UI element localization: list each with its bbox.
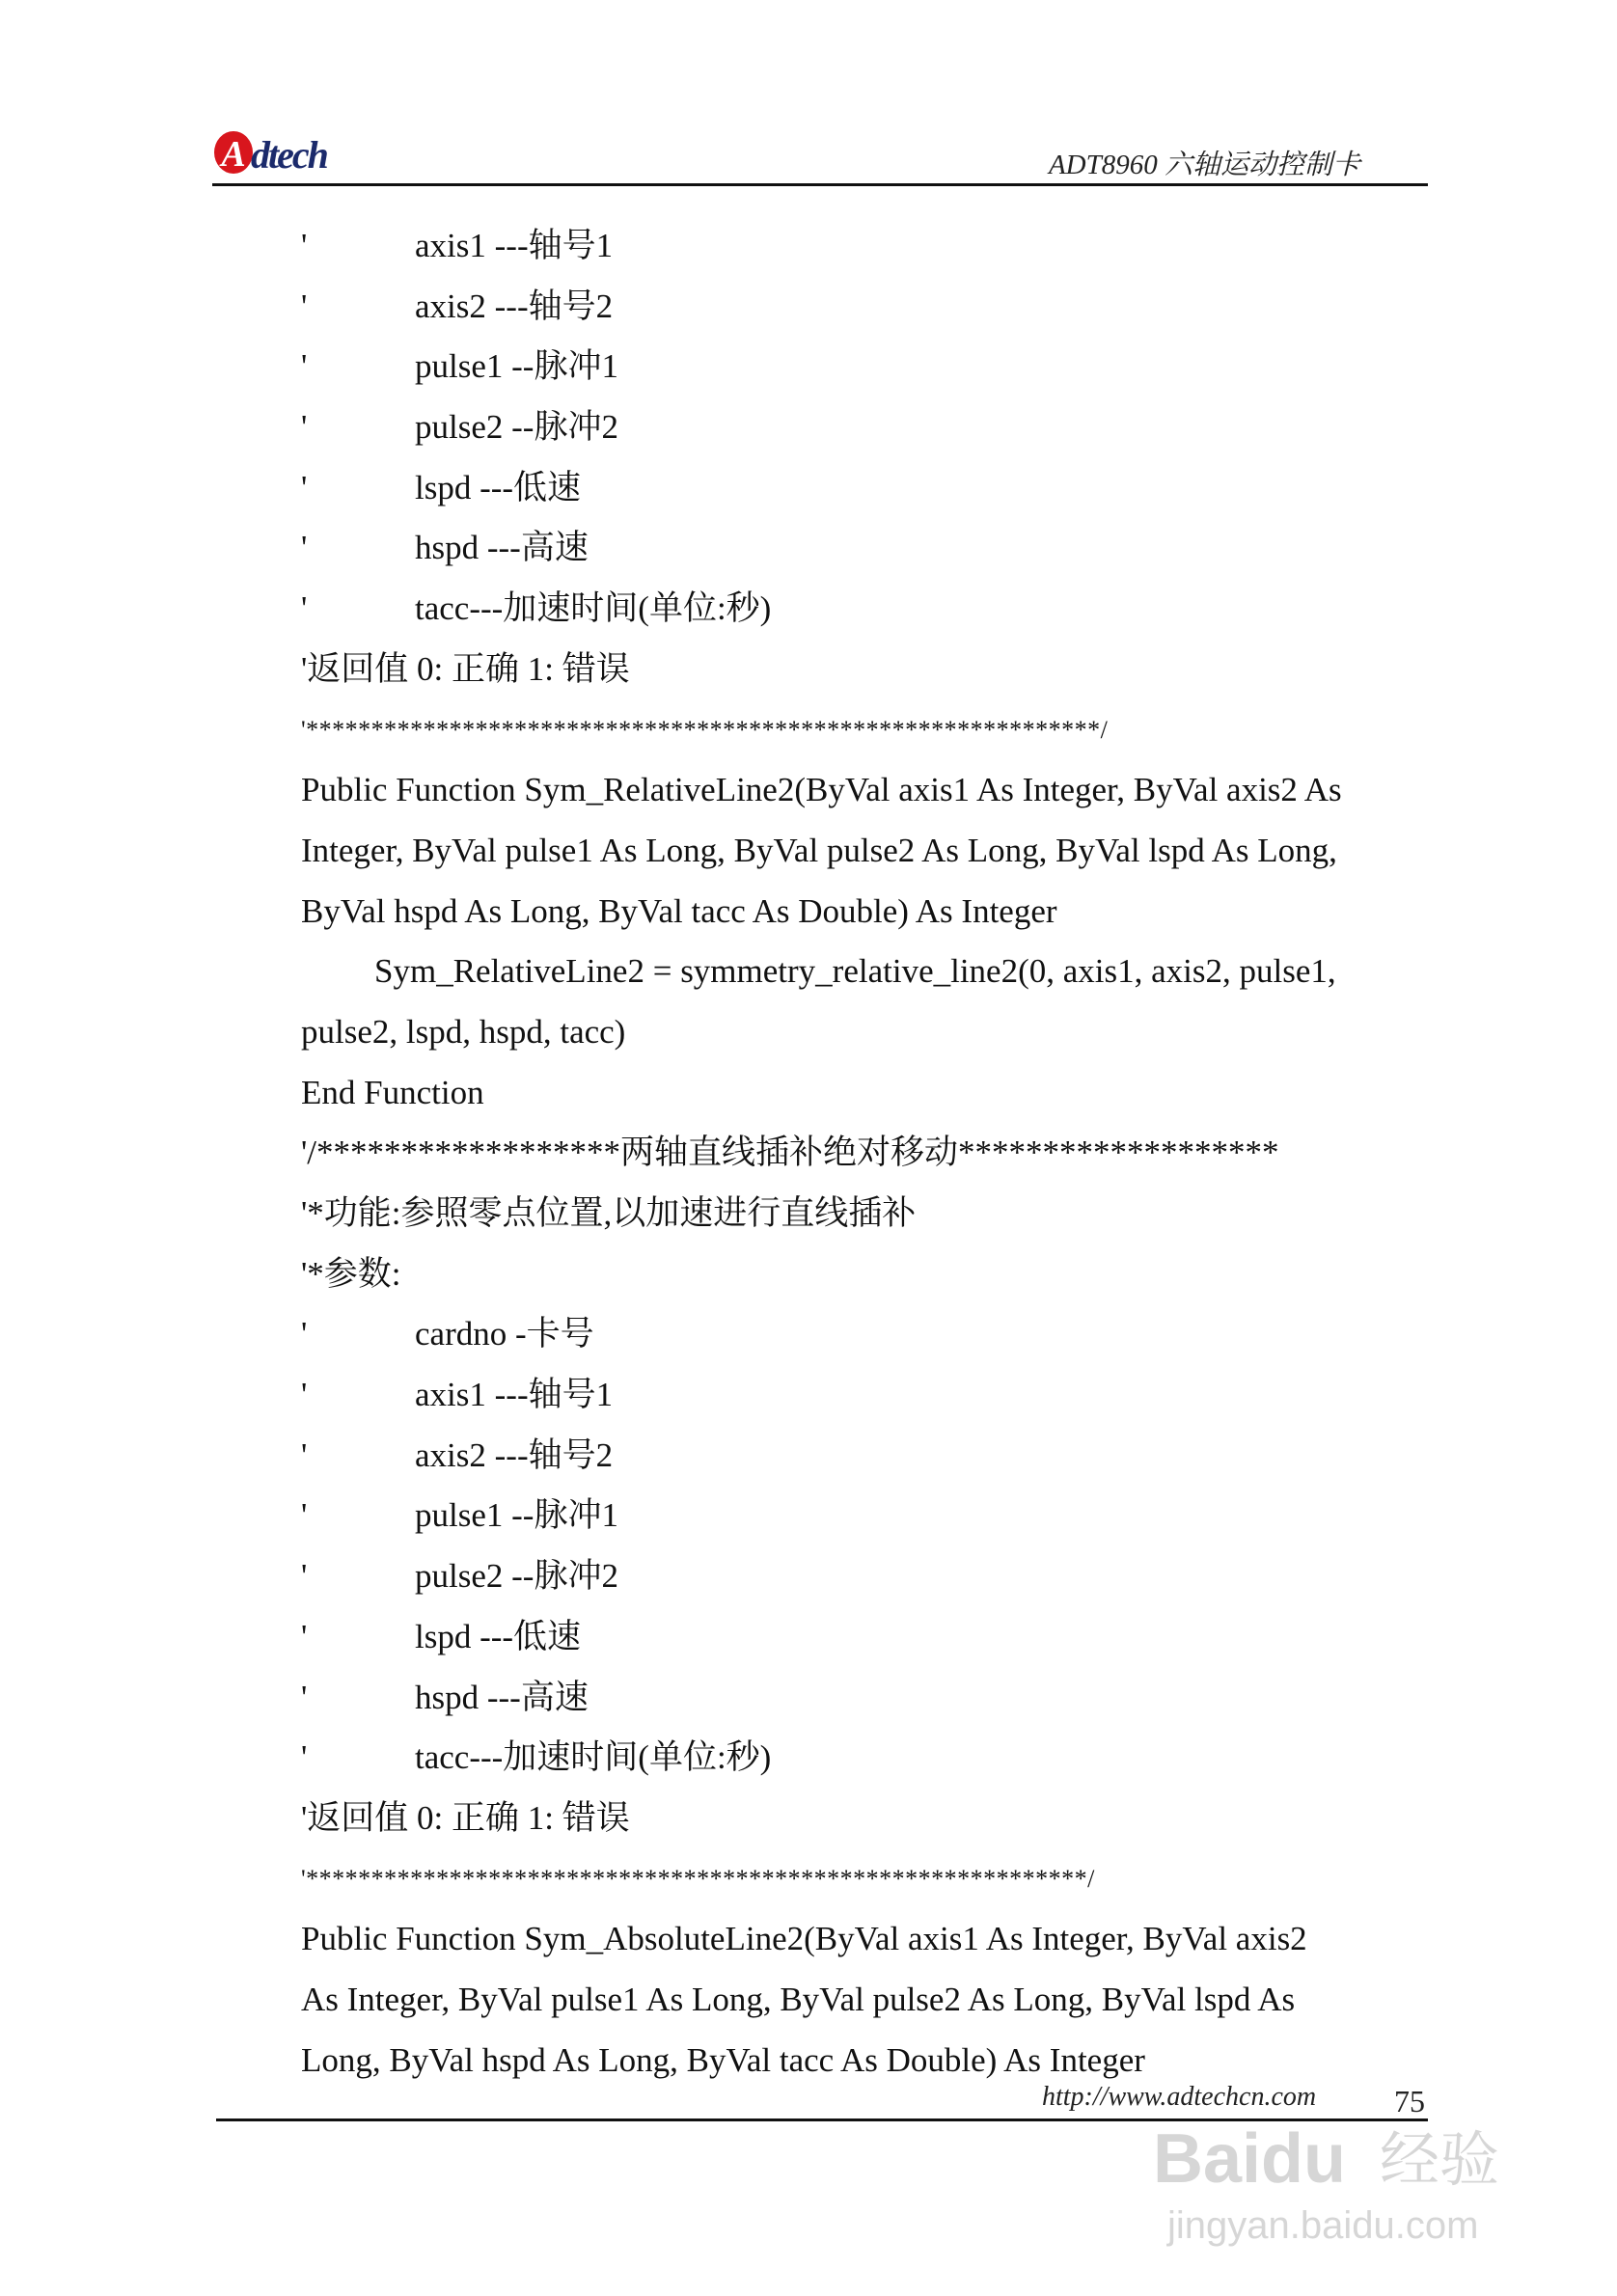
watermark-domain: jingyan.baidu.com: [1167, 2204, 1479, 2247]
code-line: Public Function Sym_AbsoluteLine2(ByVal axis1 As Integer, ByVal axis2: [301, 1920, 1307, 1958]
function-line: '*功能:参照零点位置,以加速进行直线插补: [301, 1194, 917, 1232]
separator-line: '*************************************************************/: [301, 715, 1109, 744]
param-line: ' cardno -卡号: [301, 1315, 594, 1353]
code-line: Sym_RelativeLine2 = symmetry_relative_line2(0, axis1, axis2, pulse1,: [374, 952, 1336, 991]
param-line: ' lspd ---低速: [301, 1617, 582, 1655]
svg-text:A: A: [221, 134, 246, 175]
page-number: 75: [1394, 2084, 1425, 2118]
watermark-brand: Baidu: [1153, 2120, 1347, 2198]
separator-line: '************************************************************/: [301, 1864, 1095, 1893]
code-line: Long, ByVal hspd As Long, ByVal tacc As Double) As Integer: [301, 2040, 1145, 2079]
return-value-line: '返回值 0: 正确 1: 错误: [301, 1798, 630, 1837]
document-body: [301, 216, 1439, 2091]
return-value-line: '返回值 0: 正确 1: 错误: [301, 649, 630, 688]
param-line: ' axis1 ---轴号1: [301, 1376, 614, 1414]
baidu-jingyan-watermark: [1153, 2115, 1539, 2259]
watermark-product: 经验: [1380, 2124, 1500, 2195]
svg-text:dtech: dtech: [251, 133, 327, 177]
param-line: ' hspd ---高速: [301, 1678, 589, 1716]
code-line: Public Function Sym_RelativeLine2(ByVal axis1 As Integer, ByVal axis2 As: [301, 771, 1342, 809]
param-line: ' pulse1 --脉冲1: [301, 1496, 618, 1535]
param-line: ' hspd ---高速: [301, 529, 589, 567]
section-heading-line: '/******************两轴直线插补绝对移动*******************: [301, 1134, 1279, 1172]
code-line: As Integer, ByVal pulse1 As Long, ByVal pulse2 As Long, ByVal lspd As: [301, 1980, 1296, 2018]
param-line: ' pulse1 --脉冲1: [301, 347, 618, 386]
param-line: ' axis2 ---轴号2: [301, 287, 614, 325]
code-line: Integer, ByVal pulse1 As Long, ByVal pulse2 As Long, ByVal lspd As Long,: [301, 831, 1337, 869]
param-line: ' lspd ---低速: [301, 468, 582, 506]
param-line: ' axis2 ---轴号2: [301, 1435, 614, 1474]
adtech-logo: [212, 123, 367, 179]
params-heading-line: '*参数:: [301, 1254, 401, 1293]
page-header: [212, 123, 1428, 187]
code-line: ByVal hspd As Long, ByVal tacc As Double) As Integer: [301, 891, 1057, 930]
param-line: ' tacc---加速时间(单位:秒): [301, 1738, 772, 1777]
code-line: End Function: [301, 1073, 484, 1111]
param-line: ' pulse2 --脉冲2: [301, 408, 618, 447]
header-rule: [212, 183, 1428, 186]
param-line: ' axis1 ---轴号1: [301, 227, 614, 264]
param-line: ' pulse2 --脉冲2: [301, 1557, 618, 1596]
code-line: pulse2, lspd, hspd, tacc): [301, 1012, 626, 1051]
header-title: ADT8960 六轴运动控制卡: [1048, 150, 1360, 180]
param-line: ' tacc---加速时间(单位:秒): [301, 589, 772, 628]
footer-url: http://www.adtechcn.com: [1042, 2082, 1317, 2112]
